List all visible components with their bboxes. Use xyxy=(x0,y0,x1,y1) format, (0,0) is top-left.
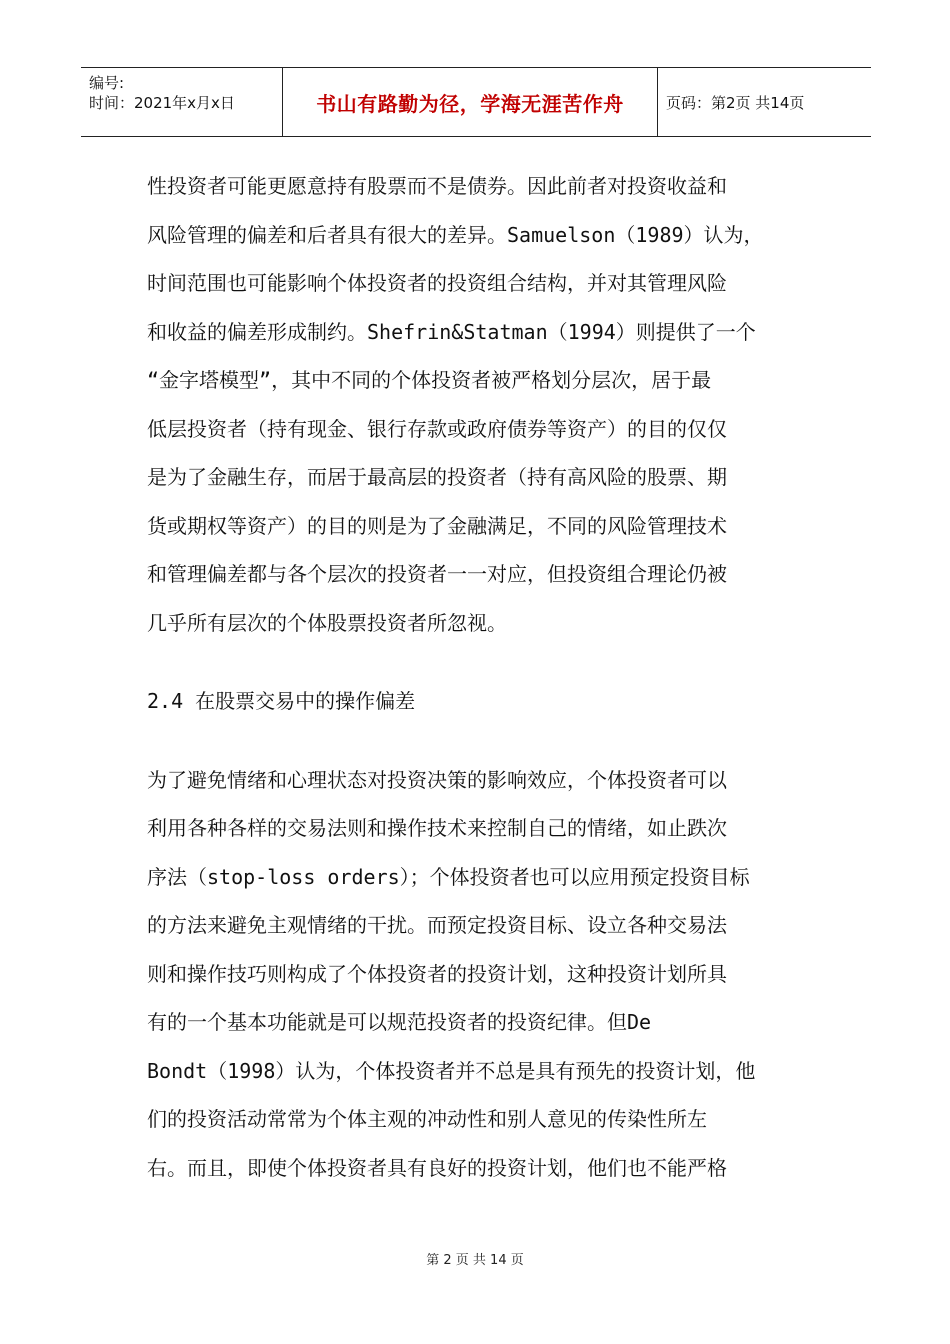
paragraph xyxy=(147,760,807,1197)
text-line: 们的投资活动常常为个体主观的冲动性和别人意见的传染性所左 xyxy=(147,1107,707,1131)
text-line: 性投资者可能更愿意持有股票而不是债券。因此前者对投资收益和 xyxy=(147,174,727,198)
header-left-cell xyxy=(81,68,283,136)
section-title: 2.4 在股票交易中的操作偏差 xyxy=(147,689,416,713)
number-label: 编号: xyxy=(89,74,125,92)
text-line: Bondt（1998）认为，个体投资者并不总是具有预先的投资计划，他 xyxy=(147,1058,756,1083)
text-line: 是为了金融生存，而居于最高层的投资者（持有高风险的股票、期 xyxy=(147,465,727,489)
text-line: 几乎所有层次的个体股票投资者所忽视。 xyxy=(147,610,507,635)
text-line: 则和操作技巧则构成了个体投资者的投资计划，这种投资计划所具 xyxy=(147,961,727,986)
page-code: 页码：第2页 共14页 xyxy=(666,93,805,112)
text-line: 低层投资者（持有现金、银行存款或政府债券等资产）的目的仅仅 xyxy=(147,416,727,441)
text-line: 右。而且，即使个体投资者具有良好的投资计划，他们也不能严格 xyxy=(147,1155,727,1180)
text-line: 和管理偏差都与各个层次的投资者一一对应，但投资组合理论仍被 xyxy=(147,562,727,586)
text-line: 风险管理的偏差和后者具有很大的差异。Samuelson（1989）认为， xyxy=(147,222,764,247)
paragraph xyxy=(147,166,807,651)
text-line: 时间范围也可能影响个体投资者的投资组合结构，并对其管理风险 xyxy=(147,271,727,295)
text-line: 利用各种各样的交易法则和操作技术来控制自己的情绪，如止跌次 xyxy=(147,816,727,840)
text-line: 为了避免情绪和心理状态对投资决策的影响效应，个体投资者可以 xyxy=(147,767,727,792)
text-line: 和收益的偏差形成制约。Shefrin&Statman（1994）则提供了一个 xyxy=(147,319,756,344)
text-line: 的方法来避免主观情绪的干扰。而预定投资目标、设立各种交易法 xyxy=(147,913,727,937)
page-footer: 第 2 页 共 14 页 xyxy=(426,1253,524,1268)
document-header xyxy=(81,67,871,137)
text-line: 有的一个基本功能就是可以规范投资者的投资纪律。但De xyxy=(147,1010,652,1034)
motto-text: 书山有路勤为径，学海无涯苦作舟 xyxy=(316,91,624,116)
document-body xyxy=(147,166,807,1196)
header-page-cell xyxy=(658,68,871,136)
date-label: 时间：2021年x月x日 xyxy=(89,94,235,112)
text-line: 序法（stop-loss orders）；个体投资者也可以应用预定投资目标 xyxy=(147,864,750,889)
text-line: 货或期权等资产）的目的则是为了金融满足，不同的风险管理技术 xyxy=(147,513,727,538)
section-heading xyxy=(147,681,807,730)
text-line: “金字塔模型”，其中不同的个体投资者被严格划分层次，居于最 xyxy=(147,368,712,392)
header-motto-cell xyxy=(283,68,658,136)
